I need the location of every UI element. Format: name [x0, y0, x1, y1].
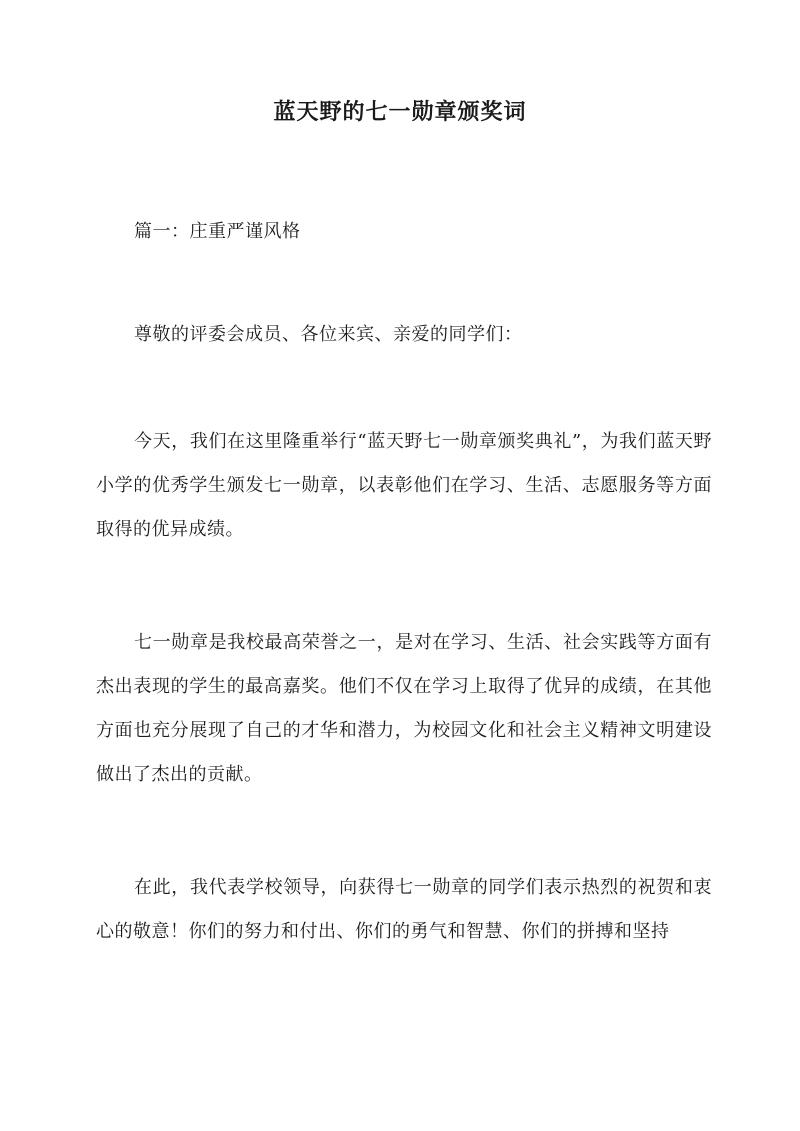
greeting-paragraph: 尊敬的评委会成员、各位来宾、亲爱的同学们：	[134, 324, 523, 345]
document-title: 蓝天野的七一勋章颁奖词	[273, 99, 527, 125]
body-paragraph: 今天，我们在这里隆重举行“蓝天野七一勋章颁奖典礼”，为我们蓝天野小学的优秀学生颁发七一勋章，以表彰他们在学习、生活、志愿服务等方面取得的优异成绩。	[96, 431, 712, 540]
section-heading: 篇一：庄重严谨风格	[134, 221, 301, 242]
body-paragraph: 在此，我代表学校领导，向获得七一勋章的同学们表示热烈的祝贺和衷心的敬意！你们的努力和付出、你们的勇气和智慧、你们的拼搏和坚持	[96, 877, 712, 942]
body-paragraph: 七一勋章是我校最高荣誉之一，是对在学习、生活、社会实践等方面有杰出表现的学生的最高嘉奖。他们不仅在学习上取得了优异的成绩，在其他方面也充分展现了自己的才华和潜力，为校园文化和社会主义精神文明建设做出了杰出的贡献。	[96, 632, 712, 785]
